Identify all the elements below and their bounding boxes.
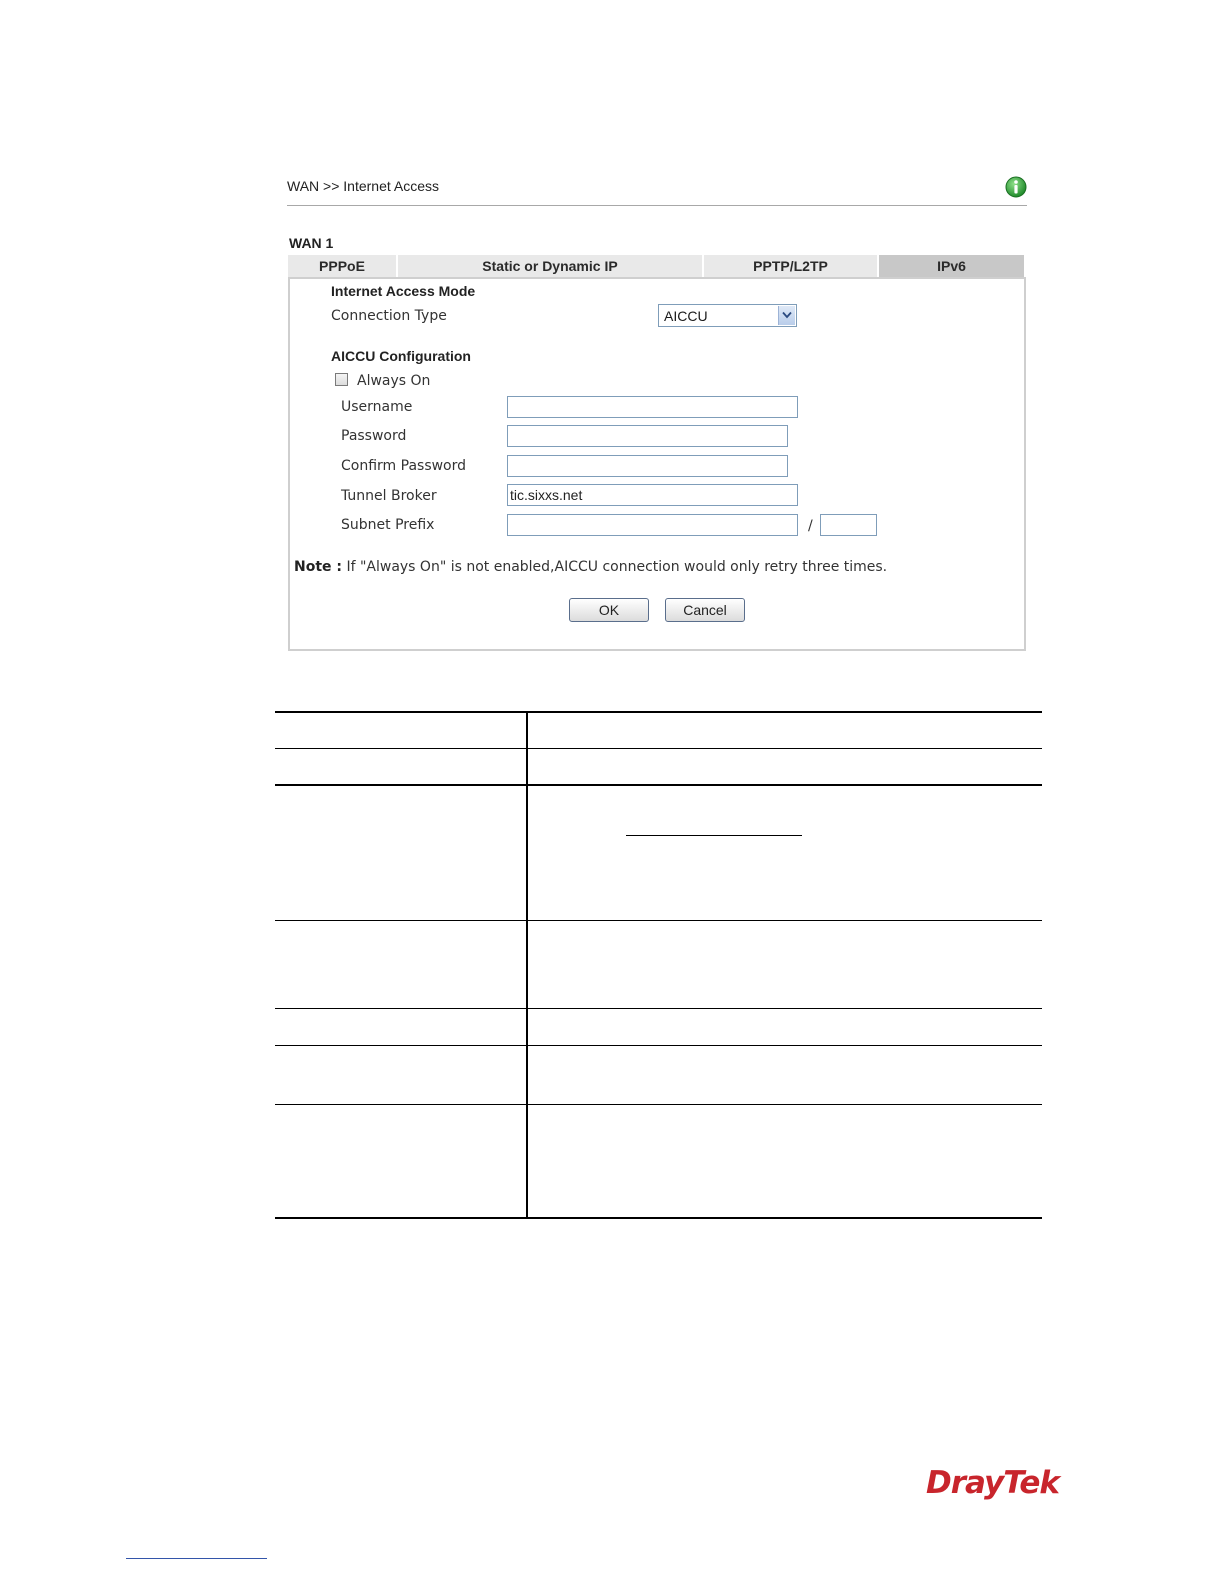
note-text	[294, 559, 887, 575]
password-input[interactable]	[507, 425, 788, 447]
tab-ipv6[interactable]: IPv6	[879, 255, 1024, 277]
header-divider	[287, 205, 1027, 206]
table-bottom-border	[275, 1217, 1042, 1219]
chevron-down-icon[interactable]	[778, 306, 795, 325]
tunnel-broker-label: Tunnel Broker	[341, 488, 437, 504]
ok-button[interactable]: OK	[569, 598, 649, 622]
wan-title: WAN 1	[289, 235, 334, 251]
confirm-password-label: Confirm Password	[341, 458, 467, 474]
info-icon[interactable]	[1005, 176, 1027, 198]
always-on-checkbox[interactable]	[335, 373, 348, 386]
username-input[interactable]	[507, 396, 798, 418]
table-row-divider	[275, 748, 1042, 749]
table-row-divider	[275, 1045, 1042, 1046]
tab-static-dynamic-ip[interactable]: Static or Dynamic IP	[398, 255, 704, 277]
link-underline[interactable]	[626, 835, 802, 836]
tab-bar	[288, 255, 1024, 277]
password-label: Password	[341, 428, 407, 444]
prefix-slash: /	[808, 518, 813, 534]
internet-access-mode-title: Internet Access Mode	[331, 283, 476, 299]
subnet-prefix-label: Subnet Prefix	[341, 517, 435, 533]
note-body: If "Always On" is not enabled,AICCU connection would only retry three times.	[346, 559, 888, 575]
tab-pppoe[interactable]: PPPoE	[288, 255, 398, 277]
table-row-divider	[275, 784, 1042, 786]
confirm-password-input[interactable]	[507, 455, 788, 477]
table-row-divider	[275, 1008, 1042, 1009]
subnet-prefix-length-input[interactable]	[820, 514, 877, 536]
table-top-border	[275, 711, 1042, 713]
connection-type-value: AICCU	[664, 308, 708, 324]
footer-link-underline[interactable]	[126, 1558, 267, 1559]
note-label: Note :	[294, 559, 342, 575]
tunnel-broker-input[interactable]	[507, 484, 798, 506]
aiccu-configuration-title: AICCU Configuration	[331, 348, 471, 364]
username-label: Username	[341, 399, 413, 415]
draytek-logo: DrayTek	[926, 1465, 1059, 1501]
breadcrumb: WAN >> Internet Access	[287, 178, 439, 194]
table-row-divider	[275, 920, 1042, 921]
subnet-prefix-input[interactable]	[507, 514, 798, 536]
table-row-divider	[275, 1104, 1042, 1105]
cancel-button[interactable]: Cancel	[665, 598, 745, 622]
always-on-label: Always On	[357, 373, 431, 389]
tab-pptp-l2tp[interactable]: PPTP/L2TP	[704, 255, 879, 277]
table-column-divider	[526, 712, 528, 1219]
connection-type-label: Connection Type	[331, 308, 447, 324]
connection-type-select[interactable]	[658, 304, 797, 327]
